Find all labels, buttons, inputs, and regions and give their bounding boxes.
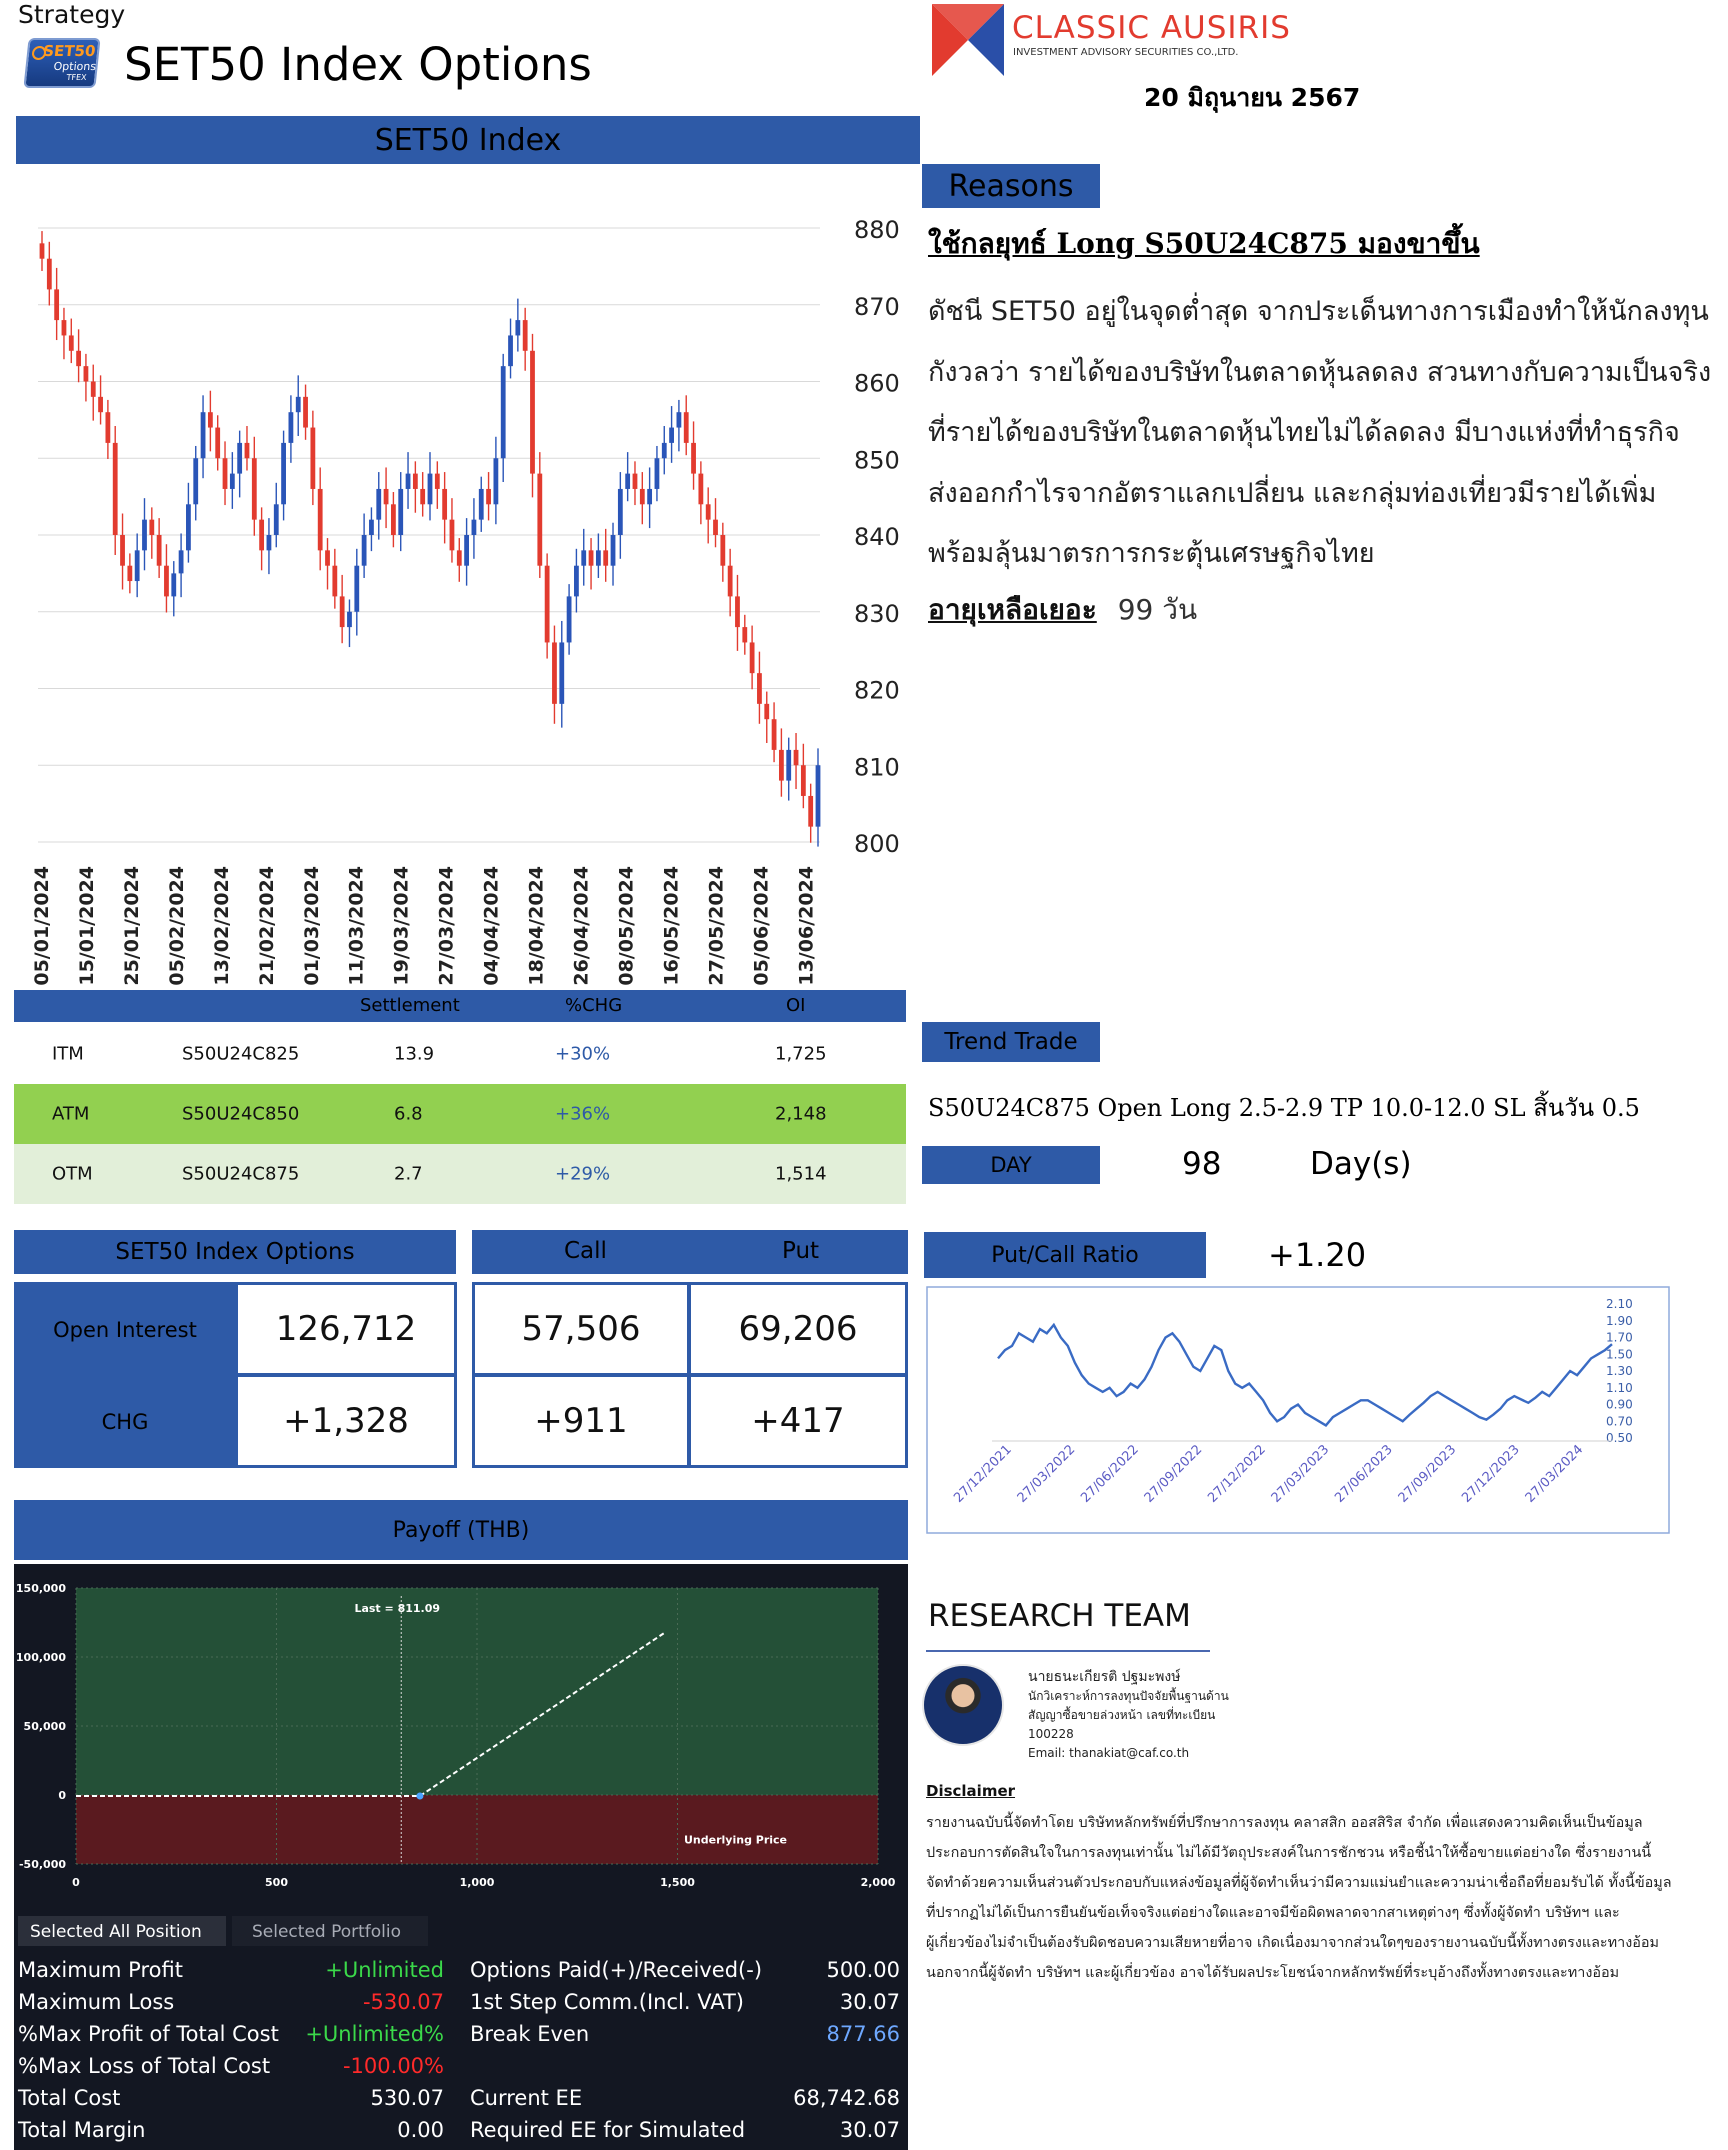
payoff-stat-value: 500.00 <box>826 1958 900 1982</box>
day-label: DAY <box>922 1146 1100 1184</box>
y-tick-label: 820 <box>854 676 900 705</box>
age-value: 99 วัน <box>1117 593 1198 626</box>
row-oi: 1,725 <box>775 1043 827 1065</box>
payoff-stat-row <box>14 1958 444 1988</box>
col-chg: %CHG <box>565 995 623 1016</box>
payoff-stat-label: 1st Step Comm.(Incl. VAT) <box>470 1990 745 2014</box>
x-tick-label: 05/06/2024 <box>750 866 773 986</box>
options-table-row <box>14 1084 906 1144</box>
company-logo-icon <box>928 2 1008 78</box>
candle-body <box>259 520 264 551</box>
row-settlement: 6.8 <box>394 1103 423 1125</box>
candle-body <box>816 765 821 826</box>
analyst-info <box>1028 1668 1229 1763</box>
candle-body <box>603 550 608 565</box>
y-tick-label: 840 <box>854 523 900 551</box>
candle-body <box>208 412 213 427</box>
candle-body <box>574 566 579 597</box>
candle-body <box>633 474 638 489</box>
pcr-y-tick: 0.70 <box>1606 1414 1633 1429</box>
row-chg: +36% <box>555 1103 611 1125</box>
candle-body <box>54 289 59 320</box>
x-tick-label: 13/06/2024 <box>795 866 818 986</box>
row-series: S50U24C825 <box>182 1043 300 1065</box>
candle-body <box>493 458 498 504</box>
payoff-stat-value: 530.07 <box>370 2086 444 2110</box>
trend-trade-text: S50U24C875 Open Long 2.5-2.9 TP 10.0-12.0 SL สิ้นวัน 0.5 <box>928 1094 1640 1122</box>
candle-body <box>340 596 345 627</box>
pcr-x-tick: 27/12/2022 <box>1205 1442 1269 1506</box>
candle-body <box>362 535 367 566</box>
payoff-stat-value: 30.07 <box>839 1990 900 2014</box>
pcr-x-tick: 27/12/2023 <box>1459 1442 1523 1506</box>
payoff-y-tick: 0 <box>58 1789 66 1802</box>
candle-body <box>98 397 103 412</box>
candle-body <box>230 474 235 489</box>
payoff-stat-row <box>14 2086 444 2116</box>
candle-body <box>457 550 462 565</box>
pcr-x-tick: 27/09/2022 <box>1141 1442 1206 1506</box>
pcr-y-tick: 1.30 <box>1606 1364 1633 1378</box>
x-tick-label: 04/04/2024 <box>480 866 503 986</box>
candle-body <box>537 474 542 566</box>
candle-body <box>252 458 257 519</box>
payoff-y-tick: 100,000 <box>15 1651 66 1664</box>
payoff-stat-row <box>470 1990 900 2020</box>
pcr-y-tick: 2.10 <box>1606 1297 1633 1311</box>
payoff-stat-label: Total Margin <box>18 2118 146 2142</box>
candle-body <box>472 520 477 535</box>
candle-body <box>171 573 176 596</box>
candle-body <box>706 504 711 519</box>
put-oi: 69,206 <box>688 1282 908 1376</box>
y-tick-label: 800 <box>854 830 900 858</box>
payoff-y-tick: 150,000 <box>15 1582 66 1595</box>
candle-body <box>384 489 389 504</box>
pcr-x-tick: 27/12/2021 <box>951 1442 1015 1506</box>
open-interest-total: 126,712 <box>235 1282 457 1376</box>
candle-body <box>779 750 784 781</box>
x-tick-label: 27/05/2024 <box>705 866 728 986</box>
analyst-name: นายธนะเกียรติ ปฐมะพงษ์ <box>1028 1669 1181 1685</box>
payoff-stat-row <box>470 1958 900 1988</box>
candle-body <box>127 566 132 581</box>
x-tick-label: 26/04/2024 <box>570 866 593 986</box>
x-tick-label: 15/01/2024 <box>75 866 98 986</box>
pcr-y-tick: 0.50 <box>1606 1431 1633 1445</box>
candle-body <box>501 366 506 458</box>
candle-body <box>120 535 125 566</box>
day-unit: Day(s) <box>1310 1146 1412 1182</box>
tab-selected-all-position[interactable]: Selected All Position <box>18 1916 226 1946</box>
payoff-stat-row <box>470 2022 900 2052</box>
candle-body <box>530 351 535 474</box>
candle-body <box>332 566 337 597</box>
options-table-row <box>14 1144 906 1204</box>
candle-body <box>757 673 762 704</box>
candle-body <box>735 596 740 627</box>
reasons-line: ที่รายได้ของบริษัทในตลาดหุ้นไทยไม่ได้ลดลง มีบางแห่งที่ทำธุรกิจ <box>928 417 1680 448</box>
row-chg: +29% <box>555 1163 611 1185</box>
row-oi: 2,148 <box>775 1103 827 1125</box>
last-price-label: Last = 811.09 <box>354 1602 441 1615</box>
candle-body <box>750 642 755 673</box>
pcr-label: Put/Call Ratio <box>924 1232 1206 1278</box>
reasons-line: ส่งออกกำไรจากอัตราแลกเปลี่ยน และกลุ่มท่องเที่ยวมีรายได้เพิ่ม <box>928 477 1657 509</box>
row-oi: 1,514 <box>775 1163 827 1185</box>
chg-total: +1,328 <box>235 1374 457 1468</box>
payoff-stat-value: 30.07 <box>839 2118 900 2142</box>
candle-body <box>157 535 162 566</box>
underlying-price-label: Underlying Price <box>684 1833 788 1847</box>
age-label: อายุเหลือเยอะ <box>928 593 1097 626</box>
candle-body <box>428 474 433 505</box>
y-tick-label: 860 <box>854 369 900 398</box>
x-tick-label: 25/01/2024 <box>120 866 143 986</box>
candle-body <box>647 489 652 504</box>
analyst-avatar <box>922 1664 1004 1746</box>
payoff-stat-value: 68,742.68 <box>793 2086 900 2110</box>
candle-body <box>245 443 250 458</box>
pcr-x-tick: 27/09/2023 <box>1395 1442 1460 1506</box>
reasons-line: พร้อมลุ้นมาตรการกระตุ้นเศรษฐกิจไทย <box>928 538 1375 569</box>
payoff-stat-label: Maximum Loss <box>18 1990 175 2014</box>
pcr-y-tick: 0.90 <box>1606 1397 1633 1412</box>
payoff-stat-label: %Max Profit of Total Cost <box>18 2022 279 2046</box>
payoff-y-tick: 50,000 <box>23 1720 66 1733</box>
reasons-body <box>928 282 1728 585</box>
candle-body <box>223 458 228 489</box>
row-settlement: 2.7 <box>394 1163 423 1185</box>
call-put-header <box>472 1230 908 1274</box>
candle-body <box>662 443 667 458</box>
candle-body <box>303 397 308 428</box>
reasons-line: กังวลว่า รายได้ของบริษัทในตลาดหุ้นลดลง สวนทางกับความเป็นจริง <box>928 356 1712 388</box>
candle-body <box>142 520 147 551</box>
row-label: ITM <box>52 1043 84 1065</box>
y-tick-label: 810 <box>854 753 900 782</box>
y-tick-label: 830 <box>854 599 900 628</box>
candle-body <box>91 382 96 397</box>
candle-body <box>684 412 689 443</box>
candle-body <box>435 474 440 489</box>
analyst-email: Email: thanakiat@caf.co.th <box>1028 1746 1190 1760</box>
candle-body <box>413 474 418 489</box>
row-label: OTM <box>52 1163 93 1185</box>
col-settlement: Settlement <box>360 995 460 1016</box>
candle-body <box>669 428 674 443</box>
candle-body <box>794 750 799 765</box>
candle-body <box>713 520 718 535</box>
candle-body <box>310 428 315 489</box>
analyst-license: สัญญาซื้อขายล่วงหน้า เลขที่ทะเบียน <box>1028 1708 1216 1722</box>
call-chg: +911 <box>472 1374 690 1468</box>
payoff-x-tick: 0 <box>72 1876 80 1889</box>
candle-body <box>193 458 198 504</box>
candle-body <box>655 458 660 489</box>
candle-body <box>40 243 45 258</box>
x-tick-label: 01/03/2024 <box>300 866 323 986</box>
candle-body <box>764 704 769 719</box>
candle-body <box>164 566 169 597</box>
company-subtitle: INVESTMENT ADVISORY SECURITIES CO.,LTD. <box>1013 47 1239 58</box>
put-chg: +417 <box>688 1374 908 1468</box>
payoff-stat-label: Total Cost <box>18 2086 121 2110</box>
payoff-stat-row <box>14 2118 444 2148</box>
candle-body <box>464 535 469 566</box>
disclaimer-line: ประกอบการตัดสินใจในการลงทุนเท่านั้น ไม่ได้มีวัตถุประสงค์ในการชักชวน หรือชี้นำให้ซื้อขายแต่อย่างใด ซึ่งรายงานนี้ <box>926 1845 1652 1861</box>
disclaimer-line: ที่ปรากฏไม่ได้เป็นการยืนยันข้อเท็จจริงแต่อย่างใดและอาจมีข้อผิดพลาดจากสาเหตุต่างๆ ซึ่งทั้งผู้จัดทำ บริษัทฯ และ <box>926 1905 1620 1921</box>
payoff-stat-label: Maximum Profit <box>18 1958 183 1982</box>
payoff-stat-label: %Max Loss of Total Cost <box>18 2054 271 2078</box>
x-tick-label: 27/03/2024 <box>435 866 458 986</box>
candle-body <box>442 489 447 520</box>
payoff-stat-value: 0.00 <box>397 2118 444 2142</box>
candle-body <box>149 520 154 535</box>
disclaimer-title: Disclaimer <box>926 1782 1016 1800</box>
logo-text-top: SET50 <box>42 42 97 60</box>
candle-body <box>728 566 733 597</box>
row-label: ATM <box>52 1103 90 1125</box>
x-tick-label: 21/02/2024 <box>255 866 278 986</box>
oi-summary-title: SET50 Index Options <box>14 1230 456 1274</box>
candle-body <box>486 489 491 504</box>
payoff-stat-row <box>14 1990 444 2020</box>
analyst-license-no: 100228 <box>1028 1727 1074 1741</box>
call-oi: 57,506 <box>472 1282 690 1376</box>
payoff-stat-row <box>14 2054 444 2084</box>
day-value: 98 <box>1182 1146 1222 1182</box>
trend-trade-header: Trend Trade <box>922 1022 1100 1062</box>
payoff-stat-value: 877.66 <box>826 2022 900 2046</box>
candle-body <box>274 504 279 535</box>
oi-row-labels <box>14 1282 236 1468</box>
payoff-stat-value: -530.07 <box>362 1990 444 2014</box>
candle-body <box>808 796 813 827</box>
candle-body <box>113 443 118 535</box>
candle-body <box>398 489 403 535</box>
tab-selected-portfolio[interactable]: Selected Portfolio <box>232 1916 428 1946</box>
payoff-stat-row <box>14 2022 444 2052</box>
page-title: SET50 Index Options <box>124 38 592 91</box>
x-tick-label: 11/03/2024 <box>345 866 368 986</box>
reasons-headline: ใช้กลยุทธ์ Long S50U24C875 มองขาขึ้น <box>928 227 1480 260</box>
pcr-x-tick: 27/06/2023 <box>1332 1442 1396 1506</box>
candle-body <box>281 443 286 504</box>
payoff-stat-label: Required EE for Simulated <box>470 2118 746 2142</box>
disclaimer-body <box>926 1808 1726 1988</box>
candle-body <box>267 535 272 550</box>
candle-body <box>640 489 645 504</box>
payoff-stat-value: +Unlimited% <box>305 2022 444 2046</box>
candle-body <box>801 765 806 796</box>
candle-body <box>691 443 696 474</box>
payoff-x-tick: 1,000 <box>459 1876 495 1889</box>
payoff-stat-label: Options Paid(+)/Received(-) <box>470 1958 763 1982</box>
x-tick-label: 18/04/2024 <box>525 866 548 986</box>
pcr-value: +1.20 <box>1268 1236 1367 1274</box>
disclaimer-line: นอกจากนี้ผู้จัดทำ บริษัทฯ และผู้เกี่ยวข้อง อาจได้รับผลประโยชน์จากหลักทรัพย์ที่ระบุอ้างถึงทั้งทางตรงและทางอ้อม <box>926 1965 1620 1981</box>
candle-body <box>325 550 330 565</box>
payoff-x-tick: 1,500 <box>660 1876 695 1889</box>
payoff-stat-label: Break Even <box>470 2022 590 2046</box>
pcr-x-tick: 27/06/2022 <box>1078 1442 1142 1506</box>
disclaimer-line: จัดทำด้วยความเห็นส่วนตัวประกอบกับแหล่งข้อมูลที่ผู้จัดทำเห็นว่ามีความแม่นยำและความน่าเชื่อถือที่ยอมรับได้ ทั้งนี้ข้อมูล <box>926 1875 1672 1891</box>
pcr-y-tick: 1.10 <box>1606 1380 1633 1395</box>
x-tick-label: 08/05/2024 <box>615 866 638 986</box>
reasons-header: Reasons <box>922 164 1100 208</box>
candle-body <box>76 351 81 366</box>
set50-candlestick-chart <box>0 168 920 988</box>
candle-body <box>420 489 425 504</box>
candle-body <box>289 412 294 443</box>
disclaimer-line: ผู้เกี่ยวข้องไม่จำเป็นต้องรับผิดชอบความเสียหายที่อาจ เกิดเนื่องมาจากส่วนใดๆของรายงานฉบับนี้ทั้งทางตรงและทางอ้อม <box>926 1935 1660 1951</box>
row-series: S50U24C875 <box>182 1163 300 1185</box>
candle-body <box>479 489 484 520</box>
x-tick-label: 16/05/2024 <box>660 866 683 986</box>
candle-body <box>596 550 601 565</box>
candle-body <box>625 474 630 489</box>
put-label: Put <box>782 1238 820 1264</box>
payoff-stat-row <box>470 2118 900 2148</box>
candle-body <box>523 320 528 351</box>
candle-body <box>450 520 455 551</box>
candle-body <box>611 535 616 566</box>
pcr-x-tick: 27/03/2022 <box>1014 1442 1079 1506</box>
chg-label: CHG <box>101 1410 149 1434</box>
candle-body <box>201 412 206 458</box>
candle-body <box>237 443 242 474</box>
pcr-y-tick: 1.70 <box>1606 1330 1633 1345</box>
strategy-label: Strategy <box>18 0 126 29</box>
row-series: S50U24C850 <box>182 1103 300 1125</box>
payoff-stat-label: Current EE <box>470 2086 583 2110</box>
candle-body <box>215 428 220 459</box>
candle-body <box>786 750 791 781</box>
payoff-panel <box>14 1564 908 2150</box>
candle-body <box>545 566 550 643</box>
row-chg: +30% <box>555 1043 611 1065</box>
payoff-stat-value: +Unlimited <box>325 1958 444 1982</box>
pcr-x-tick: 27/03/2024 <box>1522 1442 1587 1506</box>
pcr-x-tick: 27/03/2023 <box>1268 1442 1333 1506</box>
report-date: 20 มิถุนายน 2567 <box>1144 83 1361 112</box>
candle-body <box>559 642 564 703</box>
logo-text-bot: TFEX <box>66 73 87 82</box>
disclaimer-line: รายงานฉบับนี้จัดทำโดย บริษัทหลักทรัพย์ที่ปรึกษาการลงทุน คลาสสิก ออสสิริส จำกัด เพื่อแสดงความคิดเห็นเป็นข้อมูล <box>926 1815 1643 1831</box>
payoff-stat-row <box>470 2086 900 2116</box>
call-label: Call <box>564 1238 607 1264</box>
candle-body <box>318 489 323 550</box>
candle-body <box>347 612 352 627</box>
x-tick-label: 05/02/2024 <box>165 866 188 986</box>
payoff-chart <box>14 1564 908 1914</box>
candle-body <box>186 504 191 550</box>
company-name: CLASSIC AUSIRIS <box>1012 10 1291 46</box>
candle-body <box>552 642 557 703</box>
candle-body <box>772 719 777 750</box>
candle-body <box>677 412 682 427</box>
candle-body <box>589 550 594 565</box>
reasons-line: ดัชนี SET50 อยู่ในจุดต่ำสุด จากประเด็นทางการเมืองทำให้นักลงทุน <box>928 296 1709 327</box>
pcr-chart-frame <box>927 1287 1669 1533</box>
candle-body <box>47 259 52 290</box>
candle-body <box>698 474 703 505</box>
candle-body <box>84 366 89 381</box>
set50-options-logo <box>23 38 100 88</box>
payoff-x-tick: 2,000 <box>860 1876 896 1889</box>
pcr-y-tick: 1.90 <box>1606 1313 1633 1328</box>
open-interest-label: Open Interest <box>53 1318 197 1342</box>
candle-body <box>742 627 747 642</box>
research-title: RESEARCH TEAM <box>928 1598 1191 1634</box>
payoff-stat-value: -100.00% <box>342 2054 444 2078</box>
candle-body <box>720 535 725 566</box>
candle-body <box>69 335 74 350</box>
options-table-row <box>14 1024 906 1084</box>
candle-body <box>508 335 513 366</box>
candle-body <box>515 320 520 335</box>
candle-body <box>135 550 140 581</box>
candle-body <box>105 412 110 443</box>
research-divider <box>926 1650 1210 1652</box>
analyst-role: นักวิเคราะห์การลงทุนปัจจัยพื้นฐานด้าน <box>1028 1689 1229 1703</box>
candle-body <box>354 566 359 612</box>
candle-body <box>618 489 623 535</box>
x-tick-label: 05/01/2024 <box>31 866 53 986</box>
y-tick-label: 850 <box>854 446 900 475</box>
put-call-ratio-chart <box>926 1286 1670 1534</box>
candle-body <box>581 550 586 565</box>
x-tick-label: 19/03/2024 <box>390 866 413 986</box>
break-even-marker <box>416 1793 423 1800</box>
logo-text-mid: Options <box>52 60 97 73</box>
options-table-header <box>14 990 906 1022</box>
y-tick-label: 880 <box>854 216 900 244</box>
age-remaining <box>928 588 1197 632</box>
y-tick-label: 870 <box>854 292 900 321</box>
candle-body <box>567 596 572 642</box>
candle-body <box>296 397 301 412</box>
candle-body <box>391 504 396 535</box>
pcr-y-tick: 1.50 <box>1606 1347 1633 1362</box>
index-panel-title: SET50 Index <box>16 116 920 164</box>
payoff-y-tick: -50,000 <box>18 1858 66 1871</box>
col-oi: OI <box>786 995 806 1016</box>
candle-body <box>369 520 374 535</box>
candle-body <box>62 320 67 335</box>
candle-body <box>179 550 184 573</box>
candle-body <box>376 489 381 520</box>
payoff-title: Payoff (THB) <box>14 1500 908 1560</box>
x-tick-label: 13/02/2024 <box>210 866 233 986</box>
candle-body <box>406 474 411 489</box>
row-settlement: 13.9 <box>394 1043 435 1065</box>
payoff-x-tick: 500 <box>265 1876 288 1889</box>
